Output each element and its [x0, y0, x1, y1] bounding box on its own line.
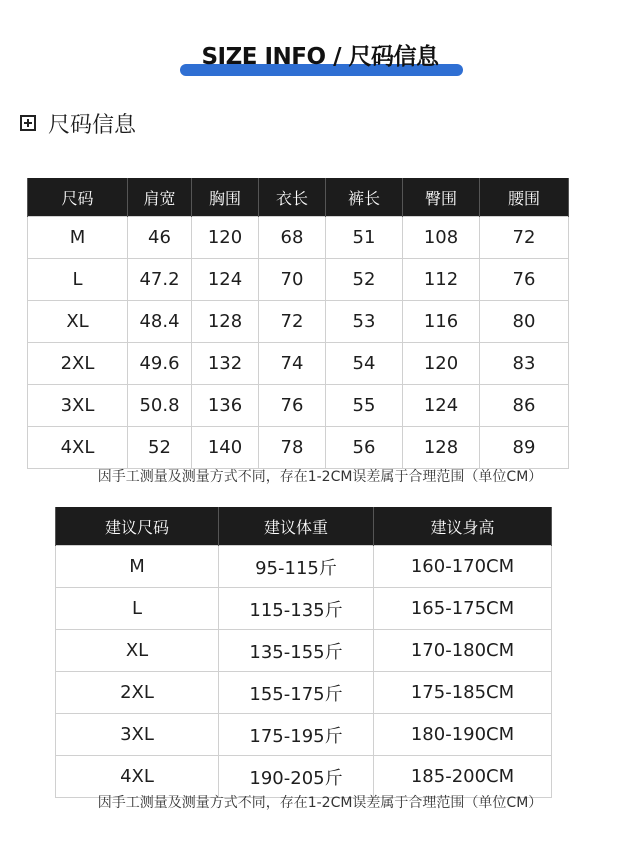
table-cell: L — [56, 588, 219, 630]
rec-col-size: 建议尺码 — [56, 507, 219, 546]
table-cell: 165-175CM — [374, 588, 552, 630]
table-cell: 155-175斤 — [219, 672, 374, 714]
table-cell: 74 — [259, 343, 326, 385]
table-cell: 120 — [192, 217, 259, 259]
table-cell: 68 — [259, 217, 326, 259]
table-row — [28, 385, 569, 427]
table-cell: 2XL — [56, 672, 219, 714]
table-cell: 53 — [326, 301, 403, 343]
table-cell: 46 — [128, 217, 192, 259]
table-cell: 48.4 — [128, 301, 192, 343]
measurement-note: 因手工测量及测量方式不同，存在1-2CM误差属于合理范围（单位CM） — [97, 795, 543, 811]
table-row — [28, 427, 569, 469]
table-cell: XL — [28, 301, 128, 343]
table-cell: 80 — [480, 301, 569, 343]
plus-box-icon — [20, 115, 36, 131]
table-row — [28, 217, 569, 259]
table-cell: M — [56, 546, 219, 588]
table-cell: 76 — [480, 259, 569, 301]
table-cell: M — [28, 217, 128, 259]
table-cell: 4XL — [56, 756, 219, 798]
table-cell: 95-115斤 — [219, 546, 374, 588]
table-cell: 4XL — [28, 427, 128, 469]
size-col-chest: 胸围 — [192, 178, 259, 217]
table-cell: XL — [56, 630, 219, 672]
size-table-header-row — [28, 178, 569, 217]
size-table — [27, 178, 569, 469]
table-cell: 78 — [259, 427, 326, 469]
table-cell: 128 — [192, 301, 259, 343]
table-cell: 2XL — [28, 343, 128, 385]
page-header — [0, 38, 640, 88]
table-cell: 76 — [259, 385, 326, 427]
measurement-note: 因手工测量及测量方式不同，存在1-2CM误差属于合理范围（单位CM） — [97, 469, 543, 485]
table-cell: 72 — [259, 301, 326, 343]
table-cell: 128 — [403, 427, 480, 469]
table-cell: 140 — [192, 427, 259, 469]
table-cell: 112 — [403, 259, 480, 301]
table-cell: 83 — [480, 343, 569, 385]
table-cell: 185-200CM — [374, 756, 552, 798]
table-cell: 55 — [326, 385, 403, 427]
rec-col-weight: 建议体重 — [219, 507, 374, 546]
table-row — [56, 714, 552, 756]
table-cell: 175-195斤 — [219, 714, 374, 756]
table-cell: 175-185CM — [374, 672, 552, 714]
table-cell: 3XL — [28, 385, 128, 427]
size-col-waist: 腰围 — [480, 178, 569, 217]
table-row — [56, 672, 552, 714]
table-cell: 180-190CM — [374, 714, 552, 756]
table-cell: 3XL — [56, 714, 219, 756]
section-heading-text: 尺码信息 — [48, 112, 137, 138]
table-cell: L — [28, 259, 128, 301]
table-row — [56, 630, 552, 672]
table-row — [56, 546, 552, 588]
table-cell: 70 — [259, 259, 326, 301]
table-cell: 89 — [480, 427, 569, 469]
table-cell: 56 — [326, 427, 403, 469]
table-cell: 115-135斤 — [219, 588, 374, 630]
section-heading — [20, 108, 136, 138]
table-cell: 49.6 — [128, 343, 192, 385]
table-cell: 132 — [192, 343, 259, 385]
table-cell: 124 — [192, 259, 259, 301]
table-cell: 135-155斤 — [219, 630, 374, 672]
size-col-pants-length: 裤长 — [326, 178, 403, 217]
table-cell: 160-170CM — [374, 546, 552, 588]
recommendation-table — [55, 507, 552, 798]
size-col-shoulder: 肩宽 — [128, 178, 192, 217]
table-cell: 170-180CM — [374, 630, 552, 672]
table-cell: 108 — [403, 217, 480, 259]
table-row — [28, 259, 569, 301]
table-row — [28, 301, 569, 343]
page-title: SIZE INFO / 尺码信息 — [201, 44, 439, 70]
table-cell: 116 — [403, 301, 480, 343]
table-cell: 52 — [128, 427, 192, 469]
rec-col-height: 建议身高 — [374, 507, 552, 546]
table-cell: 54 — [326, 343, 403, 385]
table-cell: 136 — [192, 385, 259, 427]
table-cell: 50.8 — [128, 385, 192, 427]
table-cell: 120 — [403, 343, 480, 385]
table-cell: 72 — [480, 217, 569, 259]
table-row — [56, 588, 552, 630]
table-cell: 124 — [403, 385, 480, 427]
size-col-hip: 臀围 — [403, 178, 480, 217]
table-cell: 47.2 — [128, 259, 192, 301]
size-col-size: 尺码 — [28, 178, 128, 217]
table-cell: 51 — [326, 217, 403, 259]
table-cell: 190-205斤 — [219, 756, 374, 798]
table-cell: 52 — [326, 259, 403, 301]
size-col-length: 衣长 — [259, 178, 326, 217]
table-row — [28, 343, 569, 385]
recommendation-table-header-row — [56, 507, 552, 546]
table-cell: 86 — [480, 385, 569, 427]
